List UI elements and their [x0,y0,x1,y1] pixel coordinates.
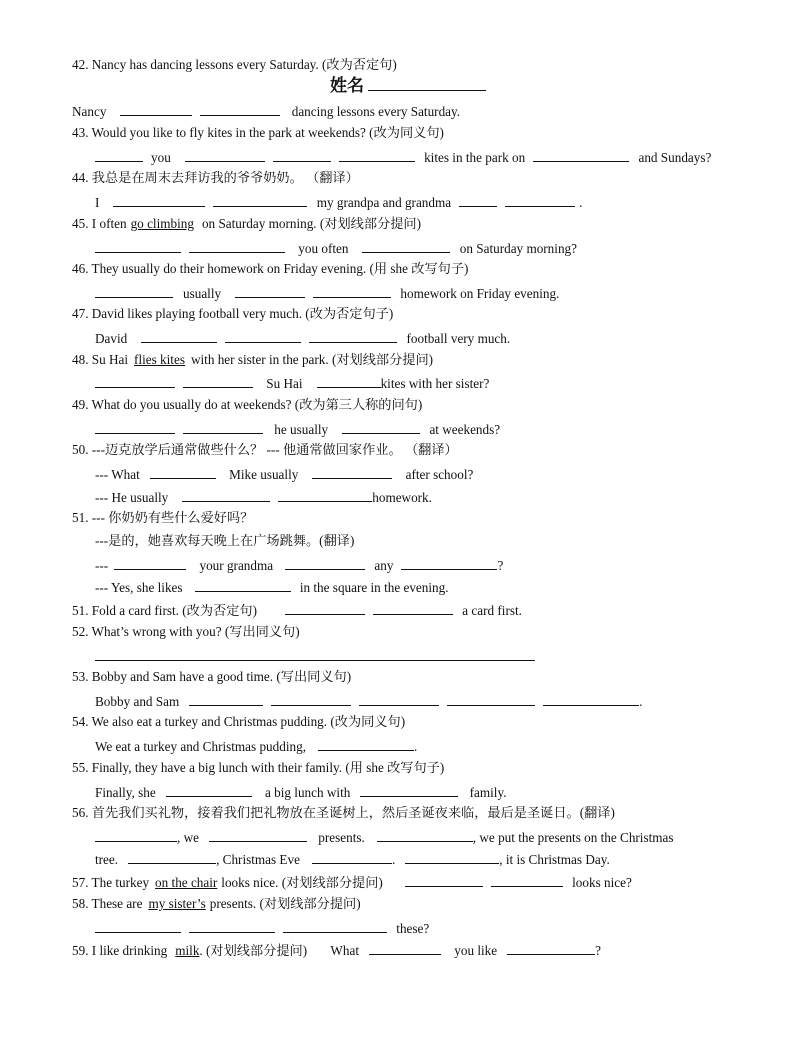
answer-56-line2: tree. , Christmas Eve . , it is Christmas Day. [95,849,610,869]
underlined-phrase: my sister’s [148,896,206,911]
blank[interactable] [405,872,483,887]
blank[interactable] [213,192,307,207]
question-52: 52. What’s wrong with you? (写出同义句) [72,624,300,639]
blank[interactable] [120,101,192,116]
answer-44: I my grandpa and grandma . [95,192,582,212]
blank[interactable] [209,827,307,842]
question-58: 58. These are my sister’s presents. (对划线部分提问) [72,896,361,911]
name-field-label: 姓名 [330,76,490,95]
blank[interactable] [183,419,263,434]
blank[interactable] [369,940,441,955]
question-55: 55. Finally, they have a big lunch with their family. (用 she 改写句子) [72,760,445,775]
question-51: 51. --- 你奶奶有些什么爱好吗？ [72,510,254,525]
blank[interactable] [359,691,439,706]
underlined-phrase: milk [175,943,200,958]
blank[interactable] [405,849,499,864]
blank[interactable] [505,192,575,207]
answer-51-a: --- Yes, she likes in the square in the evening. [95,577,449,597]
blank[interactable] [95,238,181,253]
answer-46: usually homework on Friday evening. [95,283,559,303]
blank[interactable] [183,373,253,388]
blank[interactable] [285,555,365,570]
blank[interactable] [189,691,263,706]
question-57: 57. The turkey on the chair looks nice. (对划线部分提问) looks nice? [72,872,632,892]
blank[interactable] [342,419,420,434]
question-42: 42. Nancy has dancing lessons every Saturday. (改为否定句) [72,57,397,72]
blank[interactable] [285,600,365,615]
answer-50-q: --- What Mike usually after school? [95,464,473,484]
blank[interactable] [312,464,392,479]
underlined-phrase: go climbing [130,216,194,231]
blank[interactable] [377,827,473,842]
blank[interactable] [225,328,301,343]
blank[interactable] [141,328,217,343]
blank[interactable] [128,849,216,864]
answer-42: Nancy dancing lessons every Saturday. [72,101,460,121]
blank[interactable] [182,487,270,502]
blank[interactable] [95,147,143,162]
question-47: 47. David likes playing football very much. (改为否定句子) [72,306,394,321]
answer-48: Su Hai kites with her sister? [95,373,489,393]
question-54: 54. We also eat a turkey and Christmas pudding. (改为同义句) [72,714,406,729]
answer-52 [95,646,539,666]
blank[interactable] [313,283,391,298]
answer-58: these? [95,918,429,938]
answer-53: Bobby and Sam . [95,691,643,711]
blank[interactable] [166,782,252,797]
blank[interactable] [95,283,173,298]
question-46: 46. They usually do their homework on Friday evening. (用 she 改写句子) [72,261,469,276]
underlined-phrase: on the chair [155,875,218,890]
answer-50-a: --- He usually homework. [95,487,432,507]
blank[interactable] [271,691,351,706]
blank[interactable] [95,827,177,842]
blank[interactable] [95,646,535,661]
answer-56-line1: , we presents. , we put the presents on the Christmas [95,827,674,847]
answer-55: Finally, she a big lunch with family. [95,782,507,802]
blank[interactable] [95,419,175,434]
blank[interactable] [278,487,372,502]
blank[interactable] [360,782,458,797]
answer-54: We eat a turkey and Christmas pudding, . [95,736,417,756]
answer-49: he usually at weekends? [95,419,500,439]
question-49: 49. What do you usually do at weekends? (改为第三人称的问句) [72,397,423,412]
answer-43: you kites in the park on and Sundays? [95,147,711,167]
blank[interactable] [533,147,629,162]
blank[interactable] [189,238,285,253]
blank[interactable] [283,918,387,933]
blank[interactable] [235,283,305,298]
blank[interactable] [401,555,497,570]
blank[interactable] [507,940,595,955]
question-50: 50. ---迈克放学后通常做些什么？ --- 他通常做回家作业。 （翻译） [72,442,458,457]
blank[interactable] [195,577,291,592]
question-56: 56. 首先我们买礼物，接着我们把礼物放在圣诞树上，然后圣诞夜来临，最后是圣诞日。(翻译) [72,805,615,820]
blank[interactable] [447,691,535,706]
question-59: 59. I like drinking milk. (对划线部分提问) What you like ? [72,940,601,960]
answer-51-q: --- your grandma any ? [95,555,503,575]
blank[interactable] [318,736,414,751]
question-51-line2: ---是的，她喜欢每天晚上在广场跳舞。(翻译) [95,533,355,548]
blank[interactable] [312,849,392,864]
blank[interactable] [95,918,181,933]
blank[interactable] [459,192,497,207]
question-51b: 51. Fold a card first. (改为否定句) a card first. [72,600,522,620]
blank[interactable] [543,691,639,706]
blank[interactable] [113,192,205,207]
blank[interactable] [114,555,186,570]
question-53: 53. Bobby and Sam have a good time. (写出同义句) [72,669,352,684]
blank[interactable] [373,600,453,615]
blank[interactable] [185,147,265,162]
blank[interactable] [362,238,450,253]
answer-45: you often on Saturday morning? [95,238,577,258]
question-44: 44. 我总是在周末去拜访我的爷爷奶奶。 （翻译） [72,170,359,185]
underlined-phrase: flies kites [134,352,185,367]
blank[interactable] [317,373,381,388]
answer-47: David football very much. [95,328,510,348]
name-blank[interactable] [368,76,486,91]
question-48: 48. Su Hai flies kites with her sister in the park. (对划线部分提问) [72,352,434,367]
blank[interactable] [95,373,175,388]
blank[interactable] [309,328,397,343]
blank[interactable] [150,464,216,479]
blank[interactable] [339,147,415,162]
blank[interactable] [273,147,331,162]
blank[interactable] [200,101,280,116]
question-45: 45. I often go climbing on Saturday morning. (对划线部分提问) [72,216,421,231]
blank[interactable] [189,918,275,933]
question-43: 43. Would you like to fly kites in the park at weekends? (改为同义句) [72,125,444,140]
blank[interactable] [491,872,563,887]
